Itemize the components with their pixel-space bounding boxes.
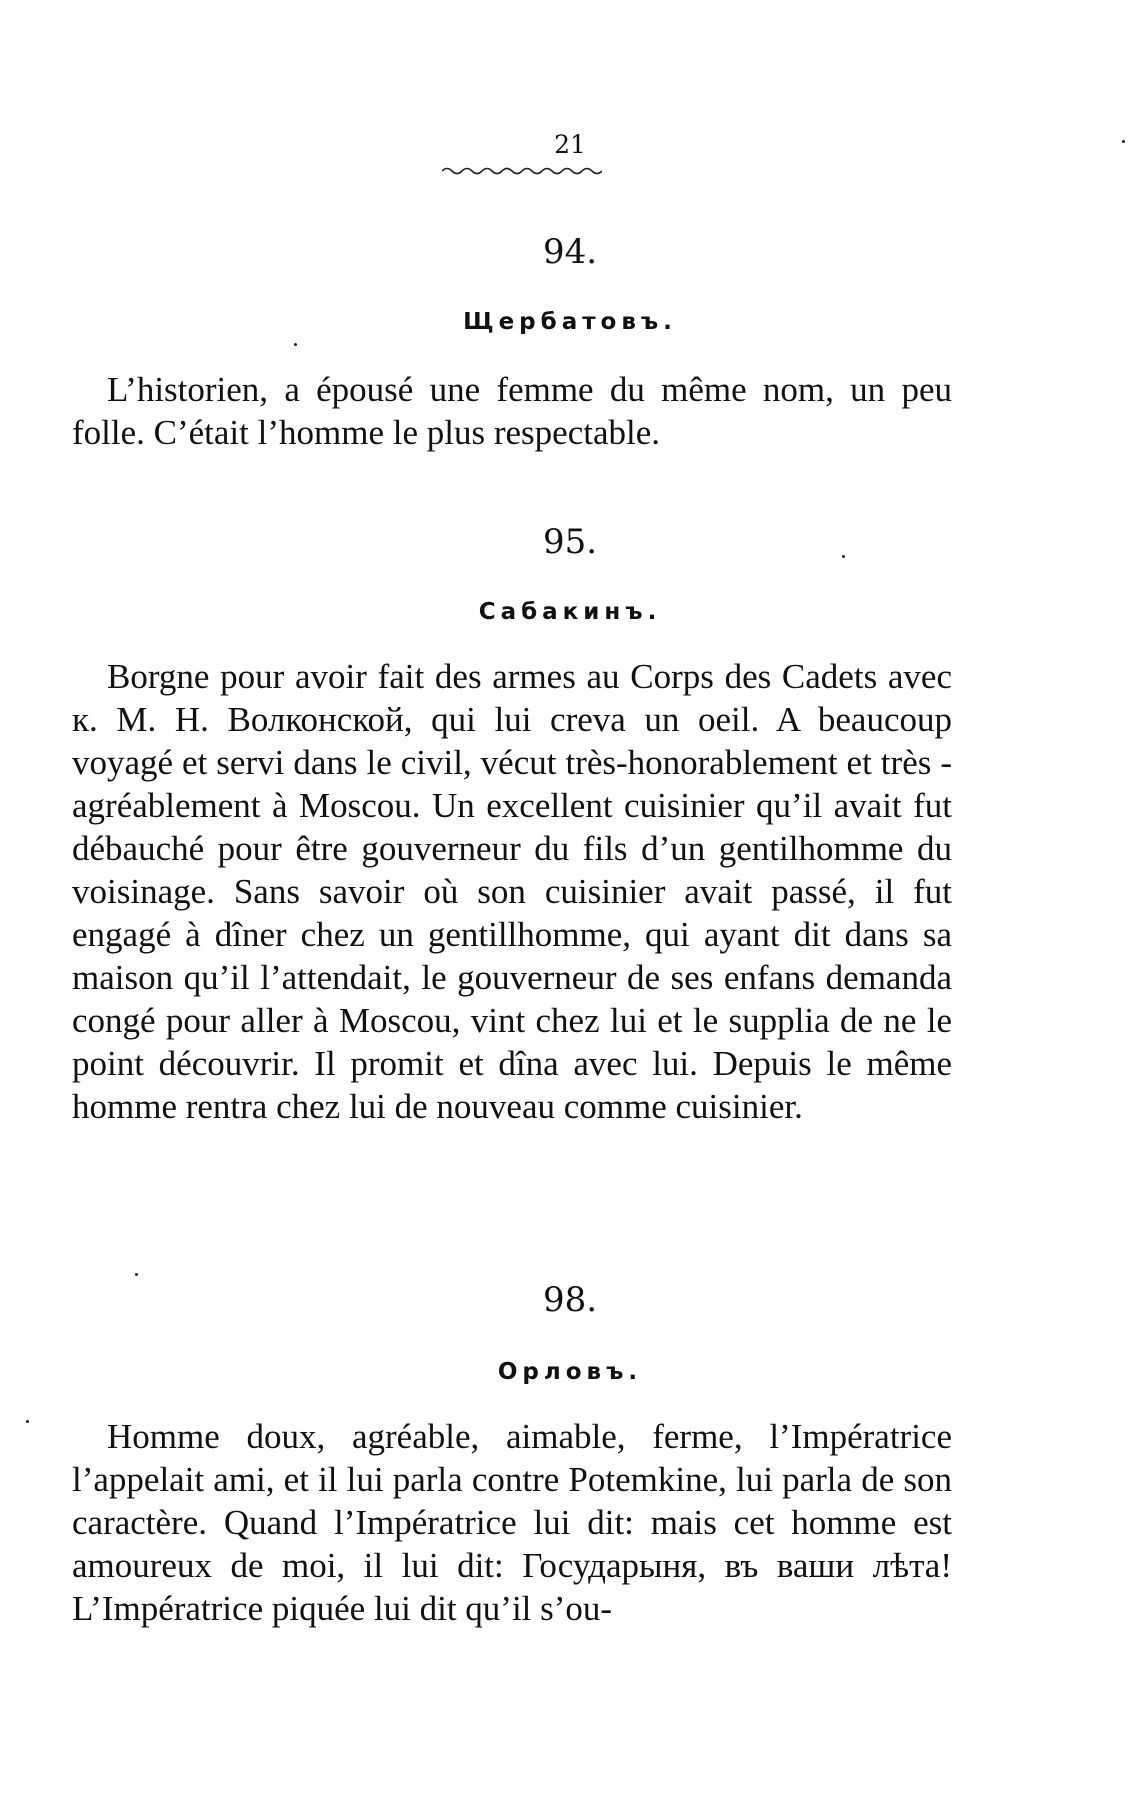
- entry-name-sabakin: Сабакинъ.: [478, 599, 662, 625]
- page-number: 21: [554, 130, 586, 159]
- entry-text-94: L’historien, a épousé une femme du même nom, un peu folle. C’était l’homme le plus respectable.: [72, 370, 952, 452]
- scan-speck: [1122, 140, 1125, 143]
- entry-number-94: 94.: [542, 232, 598, 272]
- entry-text-98: Homme doux, agréable, aimable, ferme, l’Impératrice l’appelait ami, et il lui parla contre Potemkine, lui parla de son caractère. Quand l’Impératrice lui dit: mais cet homme est amoureux de moi, il lui dit: Государыня, въ ваши лѣта! L’Impératrice piquée lui dit qu’il s’ou-: [72, 1417, 952, 1628]
- wavy-ornament: [442, 164, 602, 178]
- entry-name-shcherbatov: Щербатовъ.: [463, 309, 677, 335]
- entry-text-95: Borgne pour avoir fait des armes au Corps des Cadets avec к. М. Н. Волконской, qui lui creva un oeil. A beaucoup voyagé et servi dans le civil, vécut très-honorablement et très - agréablement à Moscou. Un excellent cuisinier qu’il avait fut débauché pour être gouverneur du fils d’un gentilhomme du voisinage. Sans savoir où son cuisinier avait passé, il fut engagé à dîner chez un gentillhomme, qui ayant dit dans sa maison qu’il l’attendait, le gouverneur de ses enfans demanda congé pour aller à Moscou, vint chez lui et le supplia de ne le point découvrir. Il promit et dîna avec lui. Depuis le même homme rentra chez lui de nouveau comme cuisinier.: [72, 657, 952, 1126]
- entry-number-98: 98.: [542, 1280, 598, 1320]
- scan-speck: [135, 1273, 138, 1276]
- entry-name-orlov: Орловъ.: [497, 1359, 643, 1385]
- entry-number-95: 95.: [542, 522, 598, 562]
- scan-speck: [842, 555, 845, 558]
- scan-speck: [294, 343, 297, 346]
- scan-speck: [26, 1420, 29, 1423]
